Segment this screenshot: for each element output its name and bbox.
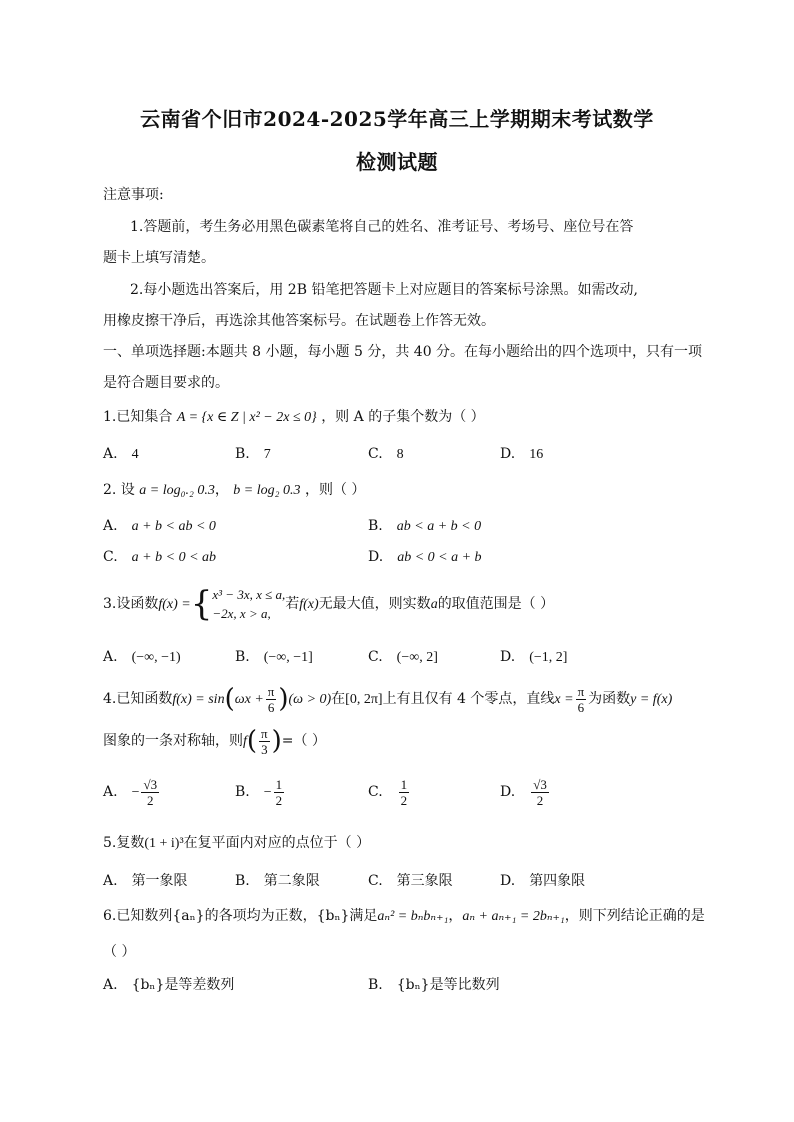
q3-option-b: B. (−∞, −1] xyxy=(235,649,313,665)
question-1 xyxy=(103,408,485,427)
left-brace-icon: { xyxy=(190,584,213,624)
q4-mid2: 上有且仅有 4 个零点，直线 xyxy=(382,691,555,707)
q3-var: a xyxy=(430,597,438,612)
question-2 xyxy=(103,481,365,500)
q3-option-a: A. (−∞, −1) xyxy=(103,649,181,665)
q4-mid1: 在 xyxy=(331,691,346,707)
q4-axis-frac: $\frac{\pi}{6}$ xyxy=(577,683,585,715)
q4-f: f xyxy=(243,734,247,749)
q2-option-d: D. ab < 0 < a + b xyxy=(368,549,482,565)
q6-prefix: 6.已知数列{aₙ}的各项均为正数，{bₙ}满足 xyxy=(103,908,378,924)
q3-mid: 若 xyxy=(285,596,300,612)
left-paren-icon: ( xyxy=(246,726,258,756)
notes-item1-line2: 题卡上填写清楚。 xyxy=(103,250,215,266)
q4-option-b-frac: $\frac{1}{2}$ xyxy=(275,776,283,808)
q3-suffix: 无最大值，则实数 xyxy=(318,596,431,612)
q6-suffix: ，则下列结论正确的是 xyxy=(564,908,705,924)
q4-arg: ωx + xyxy=(234,692,264,707)
q5-option-b: B. 第二象限 xyxy=(235,873,320,889)
q3-option-d: D. (−1, 2] xyxy=(500,649,568,665)
q4-interval: [0, 2π] xyxy=(345,692,383,707)
q3-case-1: x³ − 3x, x ≤ a, xyxy=(212,587,286,602)
q4-option-a-frac: $\frac{√3}{2}$ xyxy=(143,776,158,808)
q5-option-d: D. 第四象限 xyxy=(500,873,586,889)
q4-line2-b: =（ ） xyxy=(281,733,326,749)
exam-title: 云南省个旧市2024-2025学年高三上学期期末考试数学 xyxy=(140,107,654,131)
q2-sep: ， xyxy=(214,482,229,498)
q4-option-c-frac: $\frac{1}{2}$ xyxy=(400,776,408,808)
q1-option-b: B. 7 xyxy=(235,446,271,462)
q6-eq1: aₙ² = bₙbₙ₊₁ xyxy=(377,909,449,924)
q3-cases xyxy=(212,585,285,623)
q1-prefix: 1.已知集合 xyxy=(103,409,173,425)
q4-option-d: D. $\frac{√3}{2}$ xyxy=(500,776,547,808)
q2-a-def: a = log₀.₂ 0.3 xyxy=(139,483,215,498)
q4-prefix: 4.已知函数 xyxy=(103,691,173,707)
q4-option-c: C. $\frac{1}{2}$ xyxy=(368,776,408,808)
q4-option-a: A. − $\frac{√3}{2}$ xyxy=(103,776,158,808)
q6-option-b: B. {bₙ}是等比数列 xyxy=(368,977,500,993)
q1-set: A = {x ∈ Z | x² − 2x ≤ 0} xyxy=(176,410,317,425)
q2-prefix: 2. 设 xyxy=(103,482,135,498)
notes-heading: 注意事项: xyxy=(103,187,164,203)
q1-option-a: A. 4 xyxy=(103,446,139,462)
q4-line2-a: 图象的一条对称轴，则 xyxy=(103,733,243,749)
q3-prefix: 3.设函数 xyxy=(103,596,159,612)
q4-yeq: y = f(x) xyxy=(630,692,673,707)
question-4-line2 xyxy=(103,722,326,760)
right-paren-icon: ) xyxy=(271,726,282,756)
q4-fdef: f(x) = sin xyxy=(172,692,225,707)
notes-item2-line1: 2.每小题选出答案后，用 2B 铅笔把答题卡上对应题目的答案标号涂黑。如需改动, xyxy=(130,282,638,298)
q2-option-b: B. ab < a + b < 0 xyxy=(368,518,482,534)
q2-option-c: C. a + b < 0 < ab xyxy=(103,549,217,565)
q5-option-a: A. 第一象限 xyxy=(103,873,188,889)
q1-suffix: ，则 A 的子集个数为（ ） xyxy=(321,409,485,425)
q4-option-d-frac: $\frac{√3}{2}$ xyxy=(533,776,547,808)
question-5 xyxy=(103,834,370,853)
q1-option-c: C. 8 xyxy=(368,446,404,462)
q1-option-d: D. 16 xyxy=(500,446,544,462)
q5-option-c: C. 第三象限 xyxy=(368,873,453,889)
q3-fx2: f(x) xyxy=(299,597,319,612)
q2-b-def: b = log₂ 0.3 xyxy=(233,483,301,498)
q4-option-b: B. − $\frac{1}{2}$ xyxy=(235,776,283,808)
q4-pi-over-6: $\frac{\pi}{6}$ xyxy=(267,683,275,715)
q6-answer-blank: （ ） xyxy=(103,944,136,960)
q2-suffix: ，则（ ） xyxy=(304,482,366,498)
q3-fx: f(x) = xyxy=(158,597,191,612)
question-3 xyxy=(103,582,554,626)
section-heading-line2: 是符合题目要求的。 xyxy=(103,375,229,391)
notes-item1-line1: 1.答题前，考生务必用黑色碳素笔将自己的姓名、准考证号、考场号、座位号在答 xyxy=(130,219,634,235)
q6-eq2: aₙ + aₙ₊₁ = 2bₙ₊₁ xyxy=(462,909,565,924)
q4-mid3: 为函数 xyxy=(588,691,631,707)
q5-prefix: 5.复数 xyxy=(103,835,145,851)
q2-option-a: A. a + b < ab < 0 xyxy=(103,518,216,534)
question-4-line1 xyxy=(103,680,672,718)
q4-xeq: x = xyxy=(554,692,574,707)
q5-suffix: 在复平面内对应的点位于（ ） xyxy=(183,835,371,851)
q4-pi-over-3: $\frac{\pi}{3}$ xyxy=(261,725,268,757)
q6-option-a: A. {bₙ}是等差数列 xyxy=(103,977,235,993)
q5-expr: (1 + i)³ xyxy=(144,836,184,851)
section-heading-line1: 一、单项选择题:本题共 8 小题，每小题 5 分，共 40 分。在每小题给出的四个选项中，只有一项 xyxy=(103,344,703,360)
notes-item2-line2: 用橡皮擦干净后，再选涂其他答案标号。在试题卷上作答无效。 xyxy=(103,313,495,329)
question-6 xyxy=(103,907,705,926)
right-paren-icon: ) xyxy=(278,684,289,714)
q3-case-2: −2x, x > a, xyxy=(212,606,271,621)
exam-subtitle: 检测试题 xyxy=(356,150,438,174)
q3-option-c: C. (−∞, 2] xyxy=(368,649,438,665)
left-paren-icon: ( xyxy=(224,684,235,714)
q4-cond: (ω > 0) xyxy=(288,692,332,707)
q3-suffix2: 的取值范围是（ ） xyxy=(437,596,555,612)
q6-sep: ， xyxy=(448,908,463,924)
